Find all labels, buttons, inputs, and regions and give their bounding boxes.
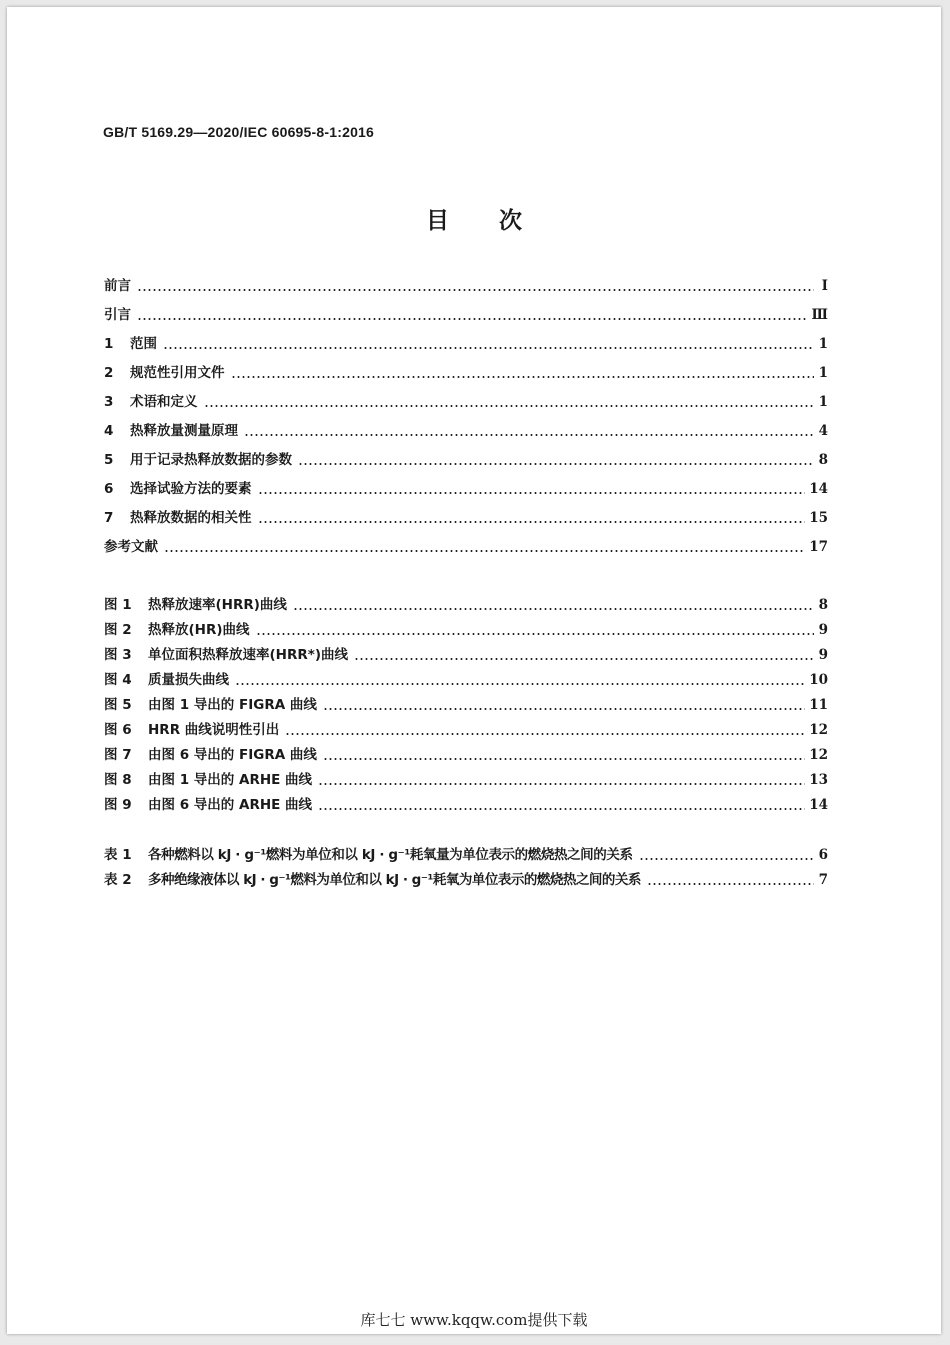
toc-num: 4 <box>104 423 114 439</box>
page-title <box>7 202 941 235</box>
toc-page: 1 <box>818 394 828 410</box>
figure-label: 单位面积热释放速率(HRR*)曲线 <box>148 647 348 663</box>
toc-page: 11 <box>809 697 828 713</box>
toc-num: 7 <box>104 510 114 526</box>
figure-label: 由图 6 导出的 FIGRA 曲线 <box>148 747 317 763</box>
toc-row-chapter-1[interactable] <box>104 333 828 353</box>
figure-label: 由图 1 导出的 ARHE 曲线 <box>148 772 313 788</box>
figure-label: 由图 1 导出的 FIGRA 曲线 <box>148 697 317 713</box>
title-char-right: 次 <box>499 208 522 234</box>
toc-page: 12 <box>809 747 828 763</box>
figure-number: 图 6 <box>104 722 132 738</box>
table-label: 多种绝缘液体以 kJ · g⁻¹燃料为单位和以 kJ · g⁻¹耗氧为单位表示的燃烧热之间的关系 <box>148 872 641 888</box>
toc-row-table-2[interactable] <box>104 869 828 889</box>
toc-row-chapter-6[interactable] <box>104 478 828 498</box>
toc-page: Ⅰ <box>821 278 828 294</box>
toc-page: 10 <box>809 672 828 688</box>
toc-row-foreword[interactable] <box>104 275 828 295</box>
toc-label: 规范性引用文件 <box>130 365 225 381</box>
toc-label: 用于记录热释放数据的参数 <box>130 452 292 468</box>
figure-label: 质量损失曲线 <box>148 672 229 688</box>
toc-row-figure-7[interactable] <box>104 744 828 764</box>
toc-row-chapter-7[interactable] <box>104 507 828 527</box>
toc-row-figure-6[interactable] <box>104 719 828 739</box>
figure-number: 图 2 <box>104 622 132 638</box>
figure-number: 图 9 <box>104 797 132 813</box>
table-number: 表 1 <box>104 847 132 863</box>
toc-page: 13 <box>809 772 828 788</box>
toc-page: 15 <box>809 510 828 526</box>
toc-page: 1 <box>818 365 828 381</box>
toc-page: 8 <box>818 597 828 613</box>
toc-row-figure-9[interactable] <box>104 794 828 814</box>
table-label: 各种燃料以 kJ · g⁻¹燃料为单位和以 kJ · g⁻¹耗氧量为单位表示的燃烧热之间的关系 <box>148 847 633 863</box>
toc-row-figure-8[interactable] <box>104 769 828 789</box>
toc-row-chapter-4[interactable] <box>104 420 828 440</box>
toc-row-table-1[interactable] <box>104 844 828 864</box>
figure-number: 图 7 <box>104 747 132 763</box>
toc-row-figure-1[interactable] <box>104 594 828 614</box>
toc-row-chapter-3[interactable] <box>104 391 828 411</box>
toc-num: 6 <box>104 481 114 497</box>
toc-page: 6 <box>818 847 828 863</box>
toc-row-figure-5[interactable] <box>104 694 828 714</box>
figure-label: 由图 6 导出的 ARHE 曲线 <box>148 797 313 813</box>
toc-page: 4 <box>818 423 828 439</box>
toc-row-figure-4[interactable] <box>104 669 828 689</box>
toc-row-introduction[interactable] <box>104 304 828 324</box>
figure-label: HRR 曲线说明性引出 <box>148 722 280 738</box>
toc-page: 12 <box>809 722 828 738</box>
figure-label: 热释放(HR)曲线 <box>148 622 250 638</box>
toc-label: 术语和定义 <box>130 394 198 410</box>
toc-page: 14 <box>809 797 828 813</box>
toc-page: 8 <box>818 452 828 468</box>
toc-row-figure-2[interactable] <box>104 619 828 639</box>
standard-code: GB/T 5169.29—2020/IEC 60695-8-1:2016 <box>103 124 375 140</box>
toc-page: 1 <box>818 336 828 352</box>
document-page <box>7 7 941 1334</box>
toc-label: 前言 <box>104 278 131 294</box>
toc-num: 3 <box>104 394 114 410</box>
toc-num: 1 <box>104 336 114 352</box>
toc-label: 参考文献 <box>104 539 158 555</box>
title-char-left: 目 <box>426 208 449 234</box>
toc-label: 选择试验方法的要素 <box>130 481 252 497</box>
toc-num: 2 <box>104 365 114 381</box>
toc-row-chapter-5[interactable] <box>104 449 828 469</box>
figure-number: 图 5 <box>104 697 132 713</box>
figure-number: 图 8 <box>104 772 132 788</box>
figure-number: 图 3 <box>104 647 132 663</box>
toc-label: 范围 <box>130 336 157 352</box>
table-number: 表 2 <box>104 872 132 888</box>
download-footer: 库七七 www.kqqw.com提供下载 <box>360 1311 588 1329</box>
toc-label: 引言 <box>104 307 131 323</box>
toc-row-figure-3[interactable] <box>104 644 828 664</box>
toc-label: 热释放量测量原理 <box>130 423 238 439</box>
toc-page: 17 <box>809 539 828 555</box>
toc-row-bibliography[interactable] <box>104 536 828 556</box>
toc-page: Ⅲ <box>811 307 828 323</box>
toc-num: 5 <box>104 452 114 468</box>
toc-row-chapter-2[interactable] <box>104 362 828 382</box>
figure-number: 图 1 <box>104 597 132 613</box>
toc-page: 14 <box>809 481 828 497</box>
figure-number: 图 4 <box>104 672 132 688</box>
toc-page: 9 <box>818 647 828 663</box>
toc-page: 7 <box>818 872 828 888</box>
toc-page: 9 <box>818 622 828 638</box>
figure-label: 热释放速率(HRR)曲线 <box>148 597 287 613</box>
toc-label: 热释放数据的相关性 <box>130 510 252 526</box>
